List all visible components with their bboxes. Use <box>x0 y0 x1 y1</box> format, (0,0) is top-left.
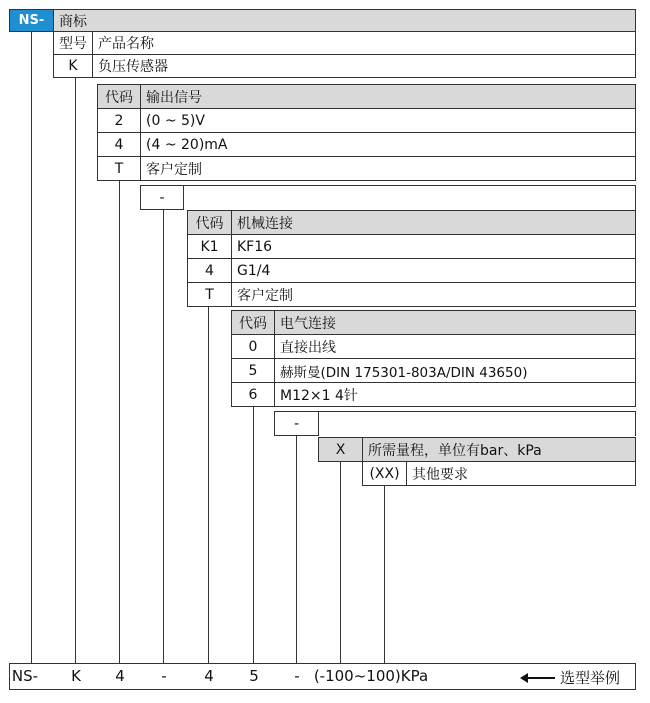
elec-row-code: 0 <box>231 334 275 359</box>
selection-example-row <box>9 663 636 690</box>
elec-row-name: M12×1 4针 <box>274 382 636 407</box>
output-row-code: 4 <box>97 132 141 157</box>
elec-name-header: 电气连接 <box>274 310 636 335</box>
output-name-header: 输出信号 <box>140 84 636 109</box>
model-name: 负压传感器 <box>92 54 636 78</box>
left-arrow-icon <box>527 677 555 679</box>
output-row-name: (4 ~ 20)mA <box>140 132 636 157</box>
elec-row-name: 直接出线 <box>274 334 636 359</box>
elec-row-code: 5 <box>231 358 275 383</box>
mech-name-header: 机械连接 <box>231 210 636 235</box>
example-range: (-100~100)KPa <box>313 667 429 685</box>
example-item: 5 <box>249 667 259 685</box>
output-code-header: 代码 <box>97 84 141 109</box>
mech-row-code: T <box>187 282 232 307</box>
mech-row-code: 4 <box>187 258 232 283</box>
example-item: 4 <box>115 667 125 685</box>
elec-code-header: 代码 <box>231 310 275 335</box>
example-item: 4 <box>204 667 214 685</box>
brand-prefix: NS- <box>9 9 54 32</box>
brand-label: 商标 <box>53 9 636 32</box>
output-row-code: T <box>97 156 141 181</box>
model-code-header: 型号 <box>53 31 93 55</box>
model-name-header: 产品名称 <box>92 31 636 55</box>
mech-row-code: K1 <box>187 234 232 259</box>
mech-row-name: 客户定制 <box>231 282 636 307</box>
other-code: (XX) <box>362 461 407 486</box>
example-item: NS- <box>11 667 39 685</box>
elec-row-code: 6 <box>231 382 275 407</box>
range-desc: 所需量程，单位有bar、kPa <box>362 437 636 462</box>
output-row-name: (0 ~ 5)V <box>140 108 636 133</box>
elec-row-name: 赫斯曼(DIN 175301-803A/DIN 43650) <box>274 358 636 383</box>
example-label: 选型举例 <box>559 669 621 687</box>
mech-row-name: G1/4 <box>231 258 636 283</box>
range-code: X <box>318 437 363 462</box>
separator-2: - <box>274 411 319 436</box>
model-code: K <box>53 54 93 78</box>
example-item: K <box>71 667 81 685</box>
mech-row-name: KF16 <box>231 234 636 259</box>
other-desc: 其他要求 <box>406 461 636 486</box>
output-row-code: 2 <box>97 108 141 133</box>
mech-code-header: 代码 <box>187 210 232 235</box>
output-row-name: 客户定制 <box>140 156 636 181</box>
separator-1: - <box>140 185 184 210</box>
example-item: - <box>161 667 167 685</box>
example-item: - <box>294 667 300 685</box>
